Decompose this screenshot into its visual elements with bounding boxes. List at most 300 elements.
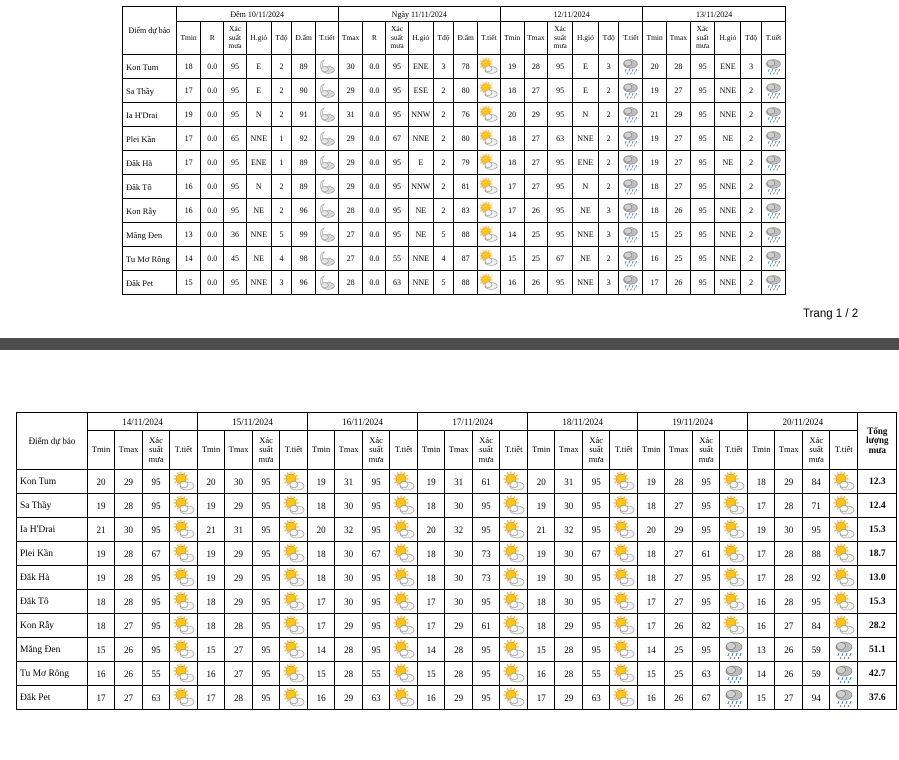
table-cell: 27 xyxy=(665,494,693,518)
table-cell: 17 xyxy=(418,614,445,638)
table-cell: 30 xyxy=(335,566,363,590)
sun-cloud-icon xyxy=(478,271,501,295)
date-header: 19/11/2024 xyxy=(638,413,748,431)
column-header: T.tiết xyxy=(619,22,643,55)
table-cell: 2 xyxy=(741,271,762,295)
forecast-table-page-1 xyxy=(122,6,786,295)
table-cell: 95 xyxy=(363,566,390,590)
table-cell: 27 xyxy=(115,614,143,638)
table-cell: 19 xyxy=(88,542,115,566)
table-cell: 26 xyxy=(115,638,143,662)
table-cell: 31 xyxy=(225,518,253,542)
sun-cloud-icon xyxy=(500,518,528,542)
table-cell: 2 xyxy=(271,55,292,79)
location-name: Sa Thầy xyxy=(17,494,88,518)
table-cell: 20 xyxy=(643,55,667,79)
table-cell: 95 xyxy=(548,271,573,295)
table-cell: 15 xyxy=(88,638,115,662)
table-cell: 95 xyxy=(693,494,720,518)
table-cell: 3 xyxy=(598,55,619,79)
sun-cloud-icon xyxy=(500,662,528,686)
sun-cloud-icon xyxy=(478,175,501,199)
table-row xyxy=(123,175,786,199)
table-cell: 14 xyxy=(418,638,445,662)
column-header: T.tiết xyxy=(280,431,308,470)
table-cell: 95 xyxy=(253,662,280,686)
table-cell: 89 xyxy=(292,175,316,199)
table-cell: NE xyxy=(246,199,271,223)
column-header: T.tiết xyxy=(610,431,638,470)
table-row xyxy=(123,151,786,175)
table-cell: 95 xyxy=(690,223,715,247)
table-cell: 95 xyxy=(363,590,390,614)
total-rain-cell: 15.3 xyxy=(858,518,897,542)
sun-cloud-icon xyxy=(500,590,528,614)
table-cell: 32 xyxy=(445,518,473,542)
table-cell: 2 xyxy=(271,175,292,199)
table-cell: 3 xyxy=(433,55,454,79)
table-cell: 95 xyxy=(386,55,409,79)
table-cell: 95 xyxy=(253,470,280,494)
table-cell: 15 xyxy=(638,662,665,686)
table-cell: NE xyxy=(246,247,271,271)
table-cell: 18 xyxy=(500,79,524,103)
table-row xyxy=(17,518,897,542)
sun-cloud-icon xyxy=(170,638,198,662)
forecast-table-page-2 xyxy=(16,412,897,710)
cloud-rain-icon xyxy=(761,223,785,247)
table-cell: 27 xyxy=(225,638,253,662)
cloud-rain-icon xyxy=(830,662,858,686)
table-cell: 29 xyxy=(555,686,583,710)
table-cell: 94 xyxy=(803,686,830,710)
cloud-rain-icon xyxy=(619,127,643,151)
table-cell: NNE xyxy=(715,271,741,295)
column-header: Tđộ xyxy=(741,22,762,55)
table-cell: 28 xyxy=(115,494,143,518)
table-cell: 16 xyxy=(500,271,524,295)
location-name: Đăk Hà xyxy=(123,151,177,175)
sun-cloud-icon xyxy=(478,151,501,175)
table-cell: 27 xyxy=(338,247,363,271)
table-cell: 14 xyxy=(638,638,665,662)
table-cell: 19 xyxy=(528,542,555,566)
sun-cloud-icon xyxy=(610,590,638,614)
table-cell: 20 xyxy=(198,470,225,494)
table-cell: 95 xyxy=(690,127,715,151)
column-header: Tmax xyxy=(555,431,583,470)
table-cell: 18 xyxy=(638,494,665,518)
table-cell: 19 xyxy=(643,79,667,103)
table-cell: 28 xyxy=(335,662,363,686)
table-cell: NNE xyxy=(715,175,741,199)
table-cell: 96 xyxy=(292,199,316,223)
moon-cloud-icon xyxy=(316,199,339,223)
table-cell: 95 xyxy=(803,518,830,542)
table-cell: 18 xyxy=(198,590,225,614)
table-cell: 15 xyxy=(528,638,555,662)
sun-cloud-icon xyxy=(390,662,418,686)
sun-cloud-icon xyxy=(170,590,198,614)
date-header: Ngày 11/11/2024 xyxy=(338,7,500,22)
table-cell: 0.0 xyxy=(201,79,224,103)
date-header: 17/11/2024 xyxy=(418,413,528,431)
column-header: Tmax xyxy=(775,431,803,470)
table-cell: 67 xyxy=(583,542,610,566)
table-cell: 67 xyxy=(363,542,390,566)
table-cell: 30 xyxy=(338,55,363,79)
table-cell: 2 xyxy=(433,151,454,175)
table-cell: 29 xyxy=(666,103,690,127)
sun-cloud-icon xyxy=(390,494,418,518)
total-rain-cell: 13.0 xyxy=(858,566,897,590)
table-cell: 0.0 xyxy=(363,55,386,79)
table-cell: 30 xyxy=(335,542,363,566)
table-cell: N xyxy=(573,103,599,127)
table-cell: 29 xyxy=(338,151,363,175)
table-cell: 95 xyxy=(363,638,390,662)
date-header: 16/11/2024 xyxy=(308,413,418,431)
table-cell: 18 xyxy=(638,542,665,566)
table-cell: 95 xyxy=(473,686,500,710)
column-header: Xác suất mưa xyxy=(363,431,390,470)
table-cell: 95 xyxy=(548,103,573,127)
sun-cloud-icon xyxy=(170,566,198,590)
table-cell: 19 xyxy=(638,470,665,494)
column-header: H.gió xyxy=(246,22,271,55)
table-cell: 0.0 xyxy=(201,223,224,247)
column-header: H.gió xyxy=(573,22,599,55)
table-cell: 16 xyxy=(418,686,445,710)
column-header: Tmax xyxy=(666,22,690,55)
cloud-rain-icon xyxy=(619,103,643,127)
table-cell: 2 xyxy=(598,103,619,127)
table-cell: 30 xyxy=(555,494,583,518)
table-cell: 95 xyxy=(363,470,390,494)
table-cell: 95 xyxy=(548,55,573,79)
table-row xyxy=(17,590,897,614)
table-cell: 30 xyxy=(555,566,583,590)
total-rain-header: Tổng lượng mưa xyxy=(858,413,897,470)
table-cell: 29 xyxy=(775,470,803,494)
table-cell: 0.0 xyxy=(363,127,386,151)
table-cell: 28 xyxy=(524,55,548,79)
table-cell: 0.0 xyxy=(201,151,224,175)
table-cell: 28 xyxy=(665,470,693,494)
table-cell: 18 xyxy=(528,590,555,614)
location-name: Đăk Tô xyxy=(123,175,177,199)
table-cell: E xyxy=(246,55,271,79)
table-cell: 0.0 xyxy=(201,175,224,199)
table-cell: 29 xyxy=(115,470,143,494)
table-cell: 2 xyxy=(598,175,619,199)
table-cell: NNE xyxy=(715,199,741,223)
table-cell: 19 xyxy=(88,494,115,518)
table-cell: 17 xyxy=(308,614,335,638)
table-cell: 2 xyxy=(433,103,454,127)
table-cell: 0.0 xyxy=(363,223,386,247)
table-cell: 17 xyxy=(528,686,555,710)
table-cell: 28 xyxy=(225,686,253,710)
table-cell: 88 xyxy=(454,271,478,295)
table-cell: 17 xyxy=(748,566,775,590)
table-cell: 2 xyxy=(433,79,454,103)
table-cell: 28 xyxy=(775,590,803,614)
location-name: Đăk Pet xyxy=(17,686,88,710)
table-cell: 29 xyxy=(335,686,363,710)
table-cell: 27 xyxy=(665,566,693,590)
table-cell: 95 xyxy=(693,518,720,542)
table-cell: 20 xyxy=(88,470,115,494)
sun-cloud-icon xyxy=(720,518,748,542)
sun-cloud-icon xyxy=(390,686,418,710)
table-cell: ENE xyxy=(573,151,599,175)
table-cell: 5 xyxy=(433,271,454,295)
table-cell: 95 xyxy=(143,470,170,494)
table-cell: 95 xyxy=(473,662,500,686)
table-cell: NNE xyxy=(246,271,271,295)
table-cell: 95 xyxy=(253,566,280,590)
column-header: Tmax xyxy=(338,22,363,55)
sun-cloud-icon xyxy=(170,494,198,518)
total-rain-cell: 18.7 xyxy=(858,542,897,566)
table-cell: 63 xyxy=(548,127,573,151)
table-cell: 21 xyxy=(643,103,667,127)
sun-cloud-icon xyxy=(478,199,501,223)
table-cell: N xyxy=(246,103,271,127)
table-cell: 27 xyxy=(666,79,690,103)
table-cell: 95 xyxy=(224,199,247,223)
sun-cloud-icon xyxy=(830,542,858,566)
cloud-rain-icon xyxy=(619,271,643,295)
column-header: T.tiết xyxy=(720,431,748,470)
table-cell: 95 xyxy=(548,151,573,175)
table-cell: 5 xyxy=(271,223,292,247)
table-cell: 27 xyxy=(666,127,690,151)
table-cell: 17 xyxy=(176,151,201,175)
table-cell: 95 xyxy=(143,614,170,638)
table-cell: 15 xyxy=(643,223,667,247)
table-cell: 2 xyxy=(433,199,454,223)
table-cell: 29 xyxy=(445,686,473,710)
date-header: 12/11/2024 xyxy=(500,7,642,22)
sun-cloud-icon xyxy=(390,638,418,662)
table-cell: 28 xyxy=(555,662,583,686)
sun-cloud-icon xyxy=(500,614,528,638)
column-header: T.tiết xyxy=(500,431,528,470)
table-cell: NNE xyxy=(246,223,271,247)
sun-cloud-icon xyxy=(720,566,748,590)
report-page-2 xyxy=(0,350,899,760)
table-cell: 26 xyxy=(115,662,143,686)
sun-cloud-icon xyxy=(830,518,858,542)
sun-cloud-icon xyxy=(500,686,528,710)
table-cell: 17 xyxy=(748,542,775,566)
column-header: Tmin xyxy=(638,431,665,470)
table-row xyxy=(17,638,897,662)
table-cell: 67 xyxy=(693,686,720,710)
table-cell: 0.0 xyxy=(363,79,386,103)
table-cell: 18 xyxy=(88,590,115,614)
table-cell: 28 xyxy=(338,271,363,295)
sun-cloud-icon xyxy=(280,638,308,662)
table-cell: 95 xyxy=(224,175,247,199)
column-header: Tmax xyxy=(445,431,473,470)
table-cell: 16 xyxy=(643,247,667,271)
table-cell: 16 xyxy=(176,175,201,199)
table-cell: 31 xyxy=(335,470,363,494)
table-cell: 31 xyxy=(555,470,583,494)
table-cell: 95 xyxy=(693,566,720,590)
table-row xyxy=(123,223,786,247)
table-cell: 27 xyxy=(524,127,548,151)
table-cell: NNE xyxy=(408,127,433,151)
cloud-rain-icon xyxy=(619,175,643,199)
sun-cloud-icon xyxy=(170,542,198,566)
table-cell: 18 xyxy=(748,470,775,494)
table-cell: 17 xyxy=(638,590,665,614)
table-cell: 0.0 xyxy=(201,247,224,271)
table-cell: 95 xyxy=(473,590,500,614)
table-cell: 30 xyxy=(555,590,583,614)
table-row xyxy=(123,127,786,151)
date-header: 13/11/2024 xyxy=(643,7,786,22)
table-cell: 16 xyxy=(748,614,775,638)
table-cell: 28 xyxy=(115,590,143,614)
column-header: T.tiết xyxy=(390,431,418,470)
column-header: Tmax xyxy=(115,431,143,470)
table-cell: 4 xyxy=(271,247,292,271)
table-cell: 95 xyxy=(143,518,170,542)
location-name: Sa Thầy xyxy=(123,79,177,103)
table-cell: 18 xyxy=(418,542,445,566)
page-separator xyxy=(0,338,899,350)
table-cell: 17 xyxy=(638,614,665,638)
table-cell: 30 xyxy=(335,494,363,518)
table-cell: 18 xyxy=(643,175,667,199)
cloud-rain-icon xyxy=(761,247,785,271)
table-cell: 95 xyxy=(386,103,409,127)
column-header: Đ.ẩm xyxy=(292,22,316,55)
table-cell: 95 xyxy=(386,151,409,175)
table-cell: 0.0 xyxy=(201,127,224,151)
header-row-columns xyxy=(123,22,786,55)
sun-cloud-icon xyxy=(830,470,858,494)
table-cell: 28 xyxy=(445,662,473,686)
sun-cloud-icon xyxy=(390,518,418,542)
table-cell: 90 xyxy=(292,79,316,103)
table-cell: 65 xyxy=(224,127,247,151)
sun-cloud-icon xyxy=(390,470,418,494)
table-cell: 27 xyxy=(115,686,143,710)
table-cell: 15 xyxy=(176,271,201,295)
table-cell: 45 xyxy=(224,247,247,271)
table-cell: 95 xyxy=(224,271,247,295)
column-header: Tđộ xyxy=(598,22,619,55)
table-cell: 95 xyxy=(143,638,170,662)
table-cell: 95 xyxy=(548,175,573,199)
total-rain-cell: 28.2 xyxy=(858,614,897,638)
table-cell: 55 xyxy=(363,662,390,686)
sun-cloud-icon xyxy=(280,686,308,710)
sun-cloud-icon xyxy=(390,614,418,638)
table-cell: 28 xyxy=(338,199,363,223)
table-cell: 26 xyxy=(524,199,548,223)
table-cell: 26 xyxy=(665,686,693,710)
page-number-label: Trang 1 / 2 xyxy=(803,308,859,320)
table-cell: 95 xyxy=(143,566,170,590)
table-cell: 95 xyxy=(253,638,280,662)
table-cell: N xyxy=(246,175,271,199)
table-cell: 18 xyxy=(308,566,335,590)
column-header: Tmin xyxy=(528,431,555,470)
table-cell: 21 xyxy=(198,518,225,542)
table-cell: 17 xyxy=(308,590,335,614)
table-cell: 87 xyxy=(454,247,478,271)
table-cell: 20 xyxy=(308,518,335,542)
table-cell: 95 xyxy=(253,518,280,542)
table-cell: 18 xyxy=(176,55,201,79)
table-cell: 73 xyxy=(473,566,500,590)
sun-cloud-icon xyxy=(720,494,748,518)
table-cell: 2 xyxy=(598,127,619,151)
column-header: Xác suất mưa xyxy=(386,22,409,55)
table-cell: 14 xyxy=(748,662,775,686)
table-cell: 20 xyxy=(500,103,524,127)
column-header: T.tiết xyxy=(316,22,339,55)
table-cell: 28 xyxy=(775,542,803,566)
sun-cloud-icon xyxy=(830,566,858,590)
table-cell: 95 xyxy=(386,199,409,223)
table-cell: 67 xyxy=(143,542,170,566)
location-name: Măng Đen xyxy=(123,223,177,247)
table-cell: 29 xyxy=(225,590,253,614)
table-cell: 29 xyxy=(335,614,363,638)
table-cell: 2 xyxy=(433,127,454,151)
table-row xyxy=(123,103,786,127)
column-header: Xác suất mưa xyxy=(143,431,170,470)
sun-cloud-icon xyxy=(610,662,638,686)
table-cell: 67 xyxy=(548,247,573,271)
location-name: Kon Rẫy xyxy=(123,199,177,223)
location-name: Măng Đen xyxy=(17,638,88,662)
table-cell: 17 xyxy=(418,590,445,614)
table-row xyxy=(123,247,786,271)
header-row-dates xyxy=(123,7,786,22)
sun-cloud-icon xyxy=(478,127,501,151)
table-cell: 26 xyxy=(775,638,803,662)
column-header: Xác suất mưa xyxy=(583,431,610,470)
table-cell: 0.0 xyxy=(201,55,224,79)
sun-cloud-icon xyxy=(280,614,308,638)
table-cell: NNE xyxy=(715,103,741,127)
table-cell: 95 xyxy=(690,151,715,175)
table-cell: 92 xyxy=(292,127,316,151)
location-name: Đăk Hà xyxy=(17,566,88,590)
table-cell: 0.0 xyxy=(363,103,386,127)
sun-cloud-icon xyxy=(390,566,418,590)
table-cell: 95 xyxy=(690,247,715,271)
table-cell: 2 xyxy=(741,199,762,223)
table-cell: 61 xyxy=(473,614,500,638)
table-cell: 95 xyxy=(693,638,720,662)
table-cell: NNE xyxy=(573,127,599,151)
table-cell: 95 xyxy=(690,103,715,127)
table-cell: 95 xyxy=(693,470,720,494)
cloud-rain-icon xyxy=(619,199,643,223)
table-cell: 28 xyxy=(115,566,143,590)
table-cell: E xyxy=(408,151,433,175)
